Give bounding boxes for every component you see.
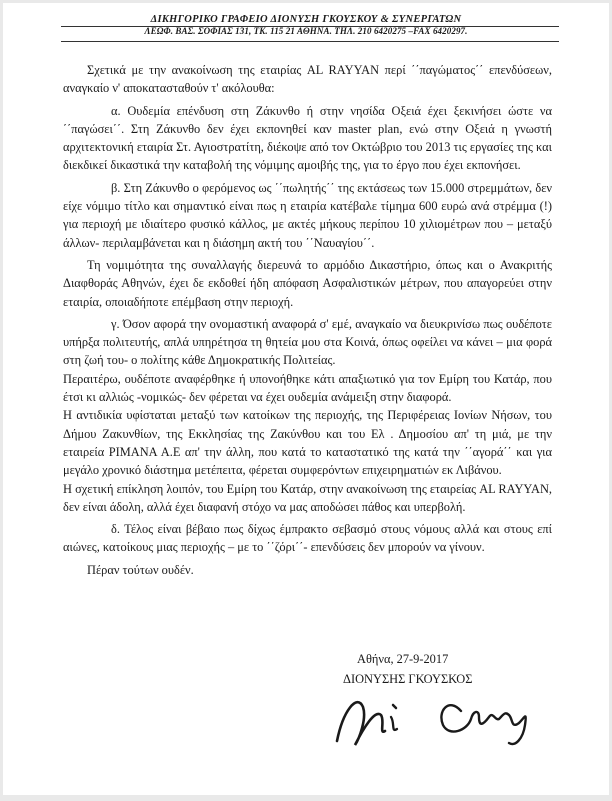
paragraph-d: δ. Τέλος είναι βέβαιο πως δίχως έμπρακτο σεβασμό στους νόμους αλλά και στους επί αιώνες, κατοίκους μιας περιοχής – με το ΄΄ζόρι΄΄- επενδύσεις δεν μπορούν να γίνουν.: [63, 522, 552, 555]
letterhead: [3, 14, 609, 36]
paragraph-b: β. Στη Ζάκυνθο ο φερόμενος ως ΄΄πωλητής΄΄ της εκτάσεως των 15.000 στρεμμάτων, δεν είχε νόμιμο τίτλο και σημαντικό είναι πως η εταιρία κατέβαλε τίμημα 600 ευρώ ανά στρέμμα (!) για περιοχή με ιδιαίτερο φυσικό κάλλος, με ακτές μήκους περίπου 10 χιλιομέτρων που – μεταξύ άλλων- περιλαμβάνεται και η διάσημη ακτή του ΄΄Ναυαγίου΄΄.: [63, 180, 552, 250]
handwritten-signature: [333, 681, 553, 751]
letterhead-rule-top: [61, 26, 559, 27]
firm-name: ΔΙΚΗΓΟΡΙΚΟ ΓΡΑΦΕΙΟ ΔΙΟΝΥΣΗ ΓΚΟΥΣΚΟΥ & ΣΥΝΕΡΓΑΤΩΝ: [150, 14, 462, 25]
paragraph-dispute: Η αντιδικία υφίσταται μεταξύ των κατοίκων της περιοχής, της Περιφέρειας Ιονίων Νήσων, του Δήμου Ζακυνθίων, της Εκκλησίας της Ζακύνθου και του Ελ . Δημοσίου απ' τη μιά, με την εταιρεία ΡΙΜΑΝΑ Α.Ε απ' την άλλη, που κατά το καταστατικό της κατά την ΄΄αγορά΄΄ και για μεγάλο χρονικό διάστημα μετέπειτα, φέρεται συμφερόντων επιχειρηματιών εκ Λιβάνου.: [63, 408, 552, 478]
firm-address: ΛΕΩΦ. ΒΑΣ. ΣΟΦΙΑΣ 131, ΤΚ. 115 21 ΑΘΗΝΑ. ΤΗΛ. 210 6420275 –FAX 6420297.: [144, 26, 468, 36]
paragraph-invocation: Η σχετική επίκληση λοιπόν, του Εμίρη του Κατάρ, στην ανακοίνωση της εταιρείας AL RAYYAN, δεν είναι άδολη, αλλά έχει διαφανή στόχο να μας αποδώσει πάθος και υπερβολή.: [63, 481, 552, 514]
signer-name: ΔΙΟΝΥΣΗΣ ΓΚΟΥΣΚΟΣ: [343, 672, 473, 686]
letterhead-rule-bottom: [61, 41, 559, 42]
paragraph-a: α. Ουδεμία επένδυση στη Ζάκυνθο ή στην νησίδα Οξειά έχει ξεκινήσει ώστε να ΄΄παγώσει΄΄. Στη Ζάκυνθο δεν έχει εκπονηθεί καν master plan, ενώ στην Οξειά η γνωστή αρχιτεκτονική εταιρία Στ. Αγιοστρατίτη, διέκοψε από τον Οκτώβριο του 2013 τις εργασίες της και διεκδικεί δικαστικά την καταβολή της νόμιμης αμοιβής της, για το έργο που έχει εκπονήσει.: [63, 103, 552, 173]
letter-page: [3, 3, 609, 795]
paragraph-legality: Τη νομιμότητα της συναλλαγής διερευνά το αρμόδιο Δικαστήριο, όπως και ο Ανακριτής Διαφθοράς Αθηνών, έχει δε εκδοθεί ήδη απόφαση Ασφαλιστικών μέτρων, που απαγορεύει στην εταιρία, οποιαδήποτε επέμβαση στην περιοχή.: [63, 257, 552, 309]
letter-body: [63, 61, 552, 583]
paragraph-emir: Περαιτέρω, ουδέποτε αναφέρθηκε ή υπονοήθηκε κάτι απαξιωτικό για τον Εμίρη του Κατάρ, που έτσι κι αλλιώς -νομικώς- δεν φέρεται να έχει ουδεμία ανάμειξη στην διαφορά.: [63, 371, 552, 405]
paragraph-final: Πέραν τούτων ουδέν.: [87, 562, 194, 577]
paragraph-intro: Σχετικά με την ανακοίνωση της εταιρίας AL RAYYAN περί ΄΄παγώματος΄΄ επενδύσεων, αναγκαίο ν' αποκατασταθούν τ' ακόλουθα:: [63, 63, 552, 96]
letter-date: Αθήνα, 27-9-2017: [357, 652, 449, 666]
paragraph-c: γ. Όσον αφορά την ονομαστική αναφορά σ' εμέ, αναγκαίο να διευκρινίσω πως ουδέποτε υπήρξα πολιτευτής, απλά υπηρέτησα τη θητεία μου στα Κοινά, όπως οφείλει να κάνει – μια φορά στη ζωή του- ο πολίτης κάθε Δημοκρατικής Πολιτείας.: [63, 316, 552, 368]
